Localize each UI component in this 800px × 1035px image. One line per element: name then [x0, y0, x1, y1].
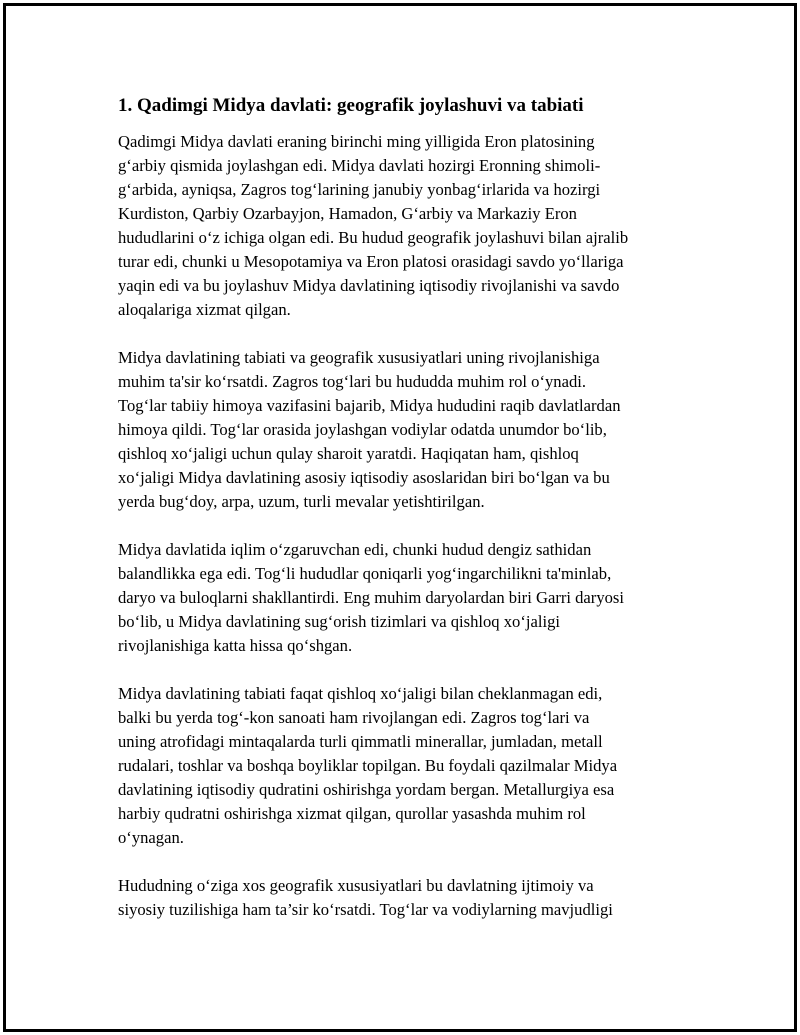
paragraph-line: xo‘jaligi Midya davlatining asosiy iqtisodiy asoslaridan biri bo‘lgan va bu — [118, 468, 610, 487]
paragraph-line: o‘ynagan. — [118, 828, 184, 847]
paragraph-line: uning atrofidagi mintaqalarda turli qimmatli minerallar, jumladan, metall — [118, 732, 603, 751]
paragraph-list — [118, 130, 688, 922]
paragraph-line: g‘arbida, ayniqsa, Zagros tog‘larining janubiy yonbag‘irlarida va hozirgi — [118, 180, 601, 199]
paragraph-line: bo‘lib, u Midya davlatining sug‘orish tizimlari va qishloq xo‘jaligi — [118, 612, 560, 631]
paragraph-line: himoya qildi. Tog‘lar orasida joylashgan vodiylar odatda unumdor bo‘lib, — [118, 420, 607, 439]
section-heading: 1. Qadimgi Midya davlati: geografik joylashuvi va tabiati — [118, 95, 584, 116]
paragraph — [118, 682, 688, 850]
paragraph-line: rudalari, toshlar va boshqa boyliklar topilgan. Bu foydali qazilmalar Midya — [118, 756, 618, 775]
paragraph-line: yerda bug‘doy, arpa, uzum, turli mevalar yetishtirilgan. — [118, 492, 485, 511]
paragraph-line: daryo va buloqlarni shakllantirdi. Eng muhim daryolardan biri Garri daryosi — [118, 588, 624, 607]
paragraph-line: g‘arbiy qismida joylashgan edi. Midya davlati hozirgi Eronning shimoli- — [118, 156, 601, 175]
paragraph-line: Kurdiston, Qarbiy Ozarbayjon, Hamadon, G‘arbiy va Markaziy Eron — [118, 204, 577, 223]
paragraph-line: aloqalariga xizmat qilgan. — [118, 300, 291, 319]
paragraph-line: harbiy qudratni oshirishga xizmat qilgan, qurollar yasashda muhim rol — [118, 804, 586, 823]
paragraph-line: Qadimgi Midya davlati eraning birinchi ming yilligida Eron platosining — [118, 132, 595, 151]
paragraph — [118, 346, 688, 514]
paragraph-line: Midya davlatining tabiati faqat qishloq xo‘jaligi bilan cheklanmagan edi, — [118, 684, 603, 703]
paragraph-line: muhim ta'sir ko‘rsatdi. Zagros tog‘lari bu hududda muhim rol o‘ynadi. — [118, 372, 586, 391]
paragraph — [118, 874, 688, 922]
paragraph-line: qishloq xo‘jaligi uchun qulay sharoit yaratdi. Haqiqatan ham, qishloq — [118, 444, 579, 463]
paragraph-line: rivojlanishiga katta hissa qo‘shgan. — [118, 636, 353, 655]
paragraph-line: yaqin edi va bu joylashuv Midya davlatining iqtisodiy rivojlanishi va savdo — [118, 276, 620, 295]
document-body — [118, 94, 688, 946]
paragraph-line: Hududning o‘ziga xos geografik xususiyatlari bu davlatning ijtimoiy va — [118, 876, 594, 895]
paragraph-line: Midya davlatining tabiati va geografik xususiyatlari uning rivojlanishiga — [118, 348, 600, 367]
paragraph-line: davlatining iqtisodiy qudratini oshirishga yordam bergan. Metallurgiya esa — [118, 780, 615, 799]
paragraph-line: Tog‘lar tabiiy himoya vazifasini bajarib, Midya hududini raqib davlatlardan — [118, 396, 621, 415]
paragraph — [118, 538, 688, 658]
paragraph-line: turar edi, chunki u Mesopotamiya va Eron platosi orasidagi savdo yo‘llariga — [118, 252, 624, 271]
paragraph-line: hududlarini o‘z ichiga olgan edi. Bu hudud geografik joylashuvi bilan ajralib — [118, 228, 629, 247]
paragraph-line: balki bu yerda tog‘-kon sanoati ham rivojlangan edi. Zagros tog‘lari va — [118, 708, 590, 727]
paragraph — [118, 130, 688, 322]
paragraph-line: balandlikka ega edi. Tog‘li hududlar qoniqarli yog‘ingarchilikni ta'minlab, — [118, 564, 612, 583]
paragraph-line: Midya davlatida iqlim o‘zgaruvchan edi, chunki hudud dengiz sathidan — [118, 540, 592, 559]
paragraph-line: siyosiy tuzilishiga ham ta’sir ko‘rsatdi. Tog‘lar va vodiylarning mavjudligi — [118, 900, 613, 919]
